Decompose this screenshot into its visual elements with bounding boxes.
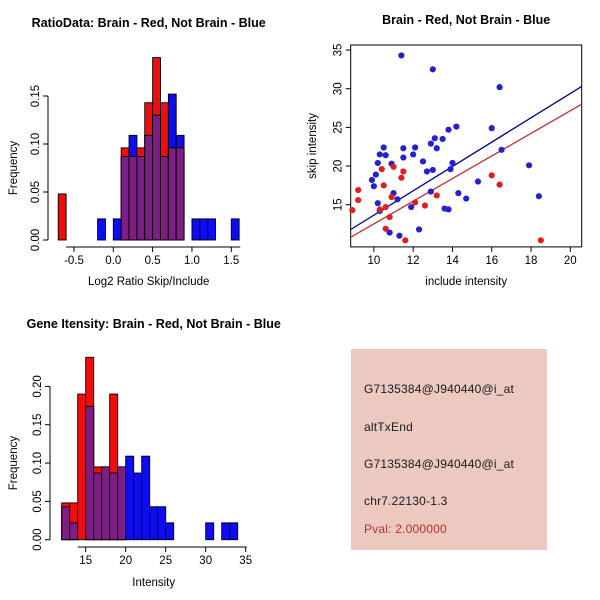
- svg-text:18: 18: [524, 254, 538, 267]
- svg-text:RatioData: Brain - Red, Not Br: RatioData: Brain - Red, Not Brain - Blue: [31, 16, 266, 30]
- svg-text:Gene Itensity: Brain - Red, No: Gene Itensity: Brain - Red, Not Brain - Blue: [26, 317, 281, 331]
- svg-text:1.0: 1.0: [183, 255, 200, 267]
- gene-info-box: [351, 349, 547, 550]
- svg-text:0.5: 0.5: [144, 255, 161, 267]
- svg-text:Brain - Red, Not Brain - Blue: Brain - Red, Not Brain - Blue: [382, 13, 551, 27]
- svg-text:20: 20: [332, 159, 345, 173]
- svg-text:0.05: 0.05: [30, 180, 42, 204]
- ratio-histogram-chart: [0, 0, 300, 300]
- svg-text:30: 30: [199, 555, 213, 567]
- svg-text:15: 15: [332, 198, 345, 212]
- splice-event-type-text: altTxEnd: [364, 420, 413, 434]
- svg-text:include intensity: include intensity: [425, 276, 508, 288]
- svg-text:0.10: 0.10: [30, 132, 42, 156]
- intensity-scatter-panel: [300, 0, 600, 300]
- svg-text:25: 25: [159, 555, 173, 567]
- intensity-scatter-chart: [300, 0, 600, 300]
- svg-text:Frequency: Frequency: [8, 140, 20, 196]
- ratio-histogram-panel: [0, 0, 300, 300]
- svg-text:Log2 Ratio Skip/Include: Log2 Ratio Skip/Include: [87, 276, 210, 288]
- svg-text:0.15: 0.15: [30, 84, 42, 108]
- svg-text:30: 30: [332, 82, 345, 96]
- svg-text:10: 10: [367, 254, 381, 267]
- svg-text:-0.5: -0.5: [64, 255, 84, 267]
- svg-text:0.10: 0.10: [32, 451, 44, 475]
- probe-id-text-2: G7135384@J940440@i_at: [364, 457, 515, 471]
- svg-text:0.05: 0.05: [32, 490, 44, 513]
- chromosome-locus-text: chr7.22130-1.3: [364, 494, 448, 508]
- svg-text:14: 14: [446, 254, 459, 267]
- svg-text:1.5: 1.5: [223, 255, 240, 267]
- svg-text:20: 20: [119, 555, 133, 567]
- svg-text:0.0: 0.0: [105, 255, 122, 267]
- svg-text:Intensity: Intensity: [132, 577, 176, 589]
- svg-text:0.20: 0.20: [32, 375, 44, 398]
- svg-text:35: 35: [332, 43, 345, 57]
- gene-intensity-histogram-chart: [0, 300, 300, 600]
- svg-text:Frequency: Frequency: [8, 435, 20, 491]
- svg-text:25: 25: [332, 120, 345, 134]
- svg-text:skip intensity: skip intensity: [307, 113, 319, 179]
- svg-text:20: 20: [563, 254, 577, 267]
- svg-text:0.00: 0.00: [32, 528, 44, 551]
- pval-text: Pval: 2.000000: [364, 522, 447, 536]
- svg-text:16: 16: [485, 254, 499, 267]
- gene-intensity-histogram-panel: [0, 300, 300, 600]
- probe-id-text: G7135384@J940440@i_at: [364, 382, 515, 396]
- gene-info-panel: [300, 300, 600, 600]
- svg-text:15: 15: [79, 555, 93, 567]
- svg-text:0.00: 0.00: [30, 228, 42, 252]
- svg-text:35: 35: [239, 555, 253, 567]
- svg-text:12: 12: [406, 254, 420, 267]
- svg-text:0.15: 0.15: [32, 413, 44, 436]
